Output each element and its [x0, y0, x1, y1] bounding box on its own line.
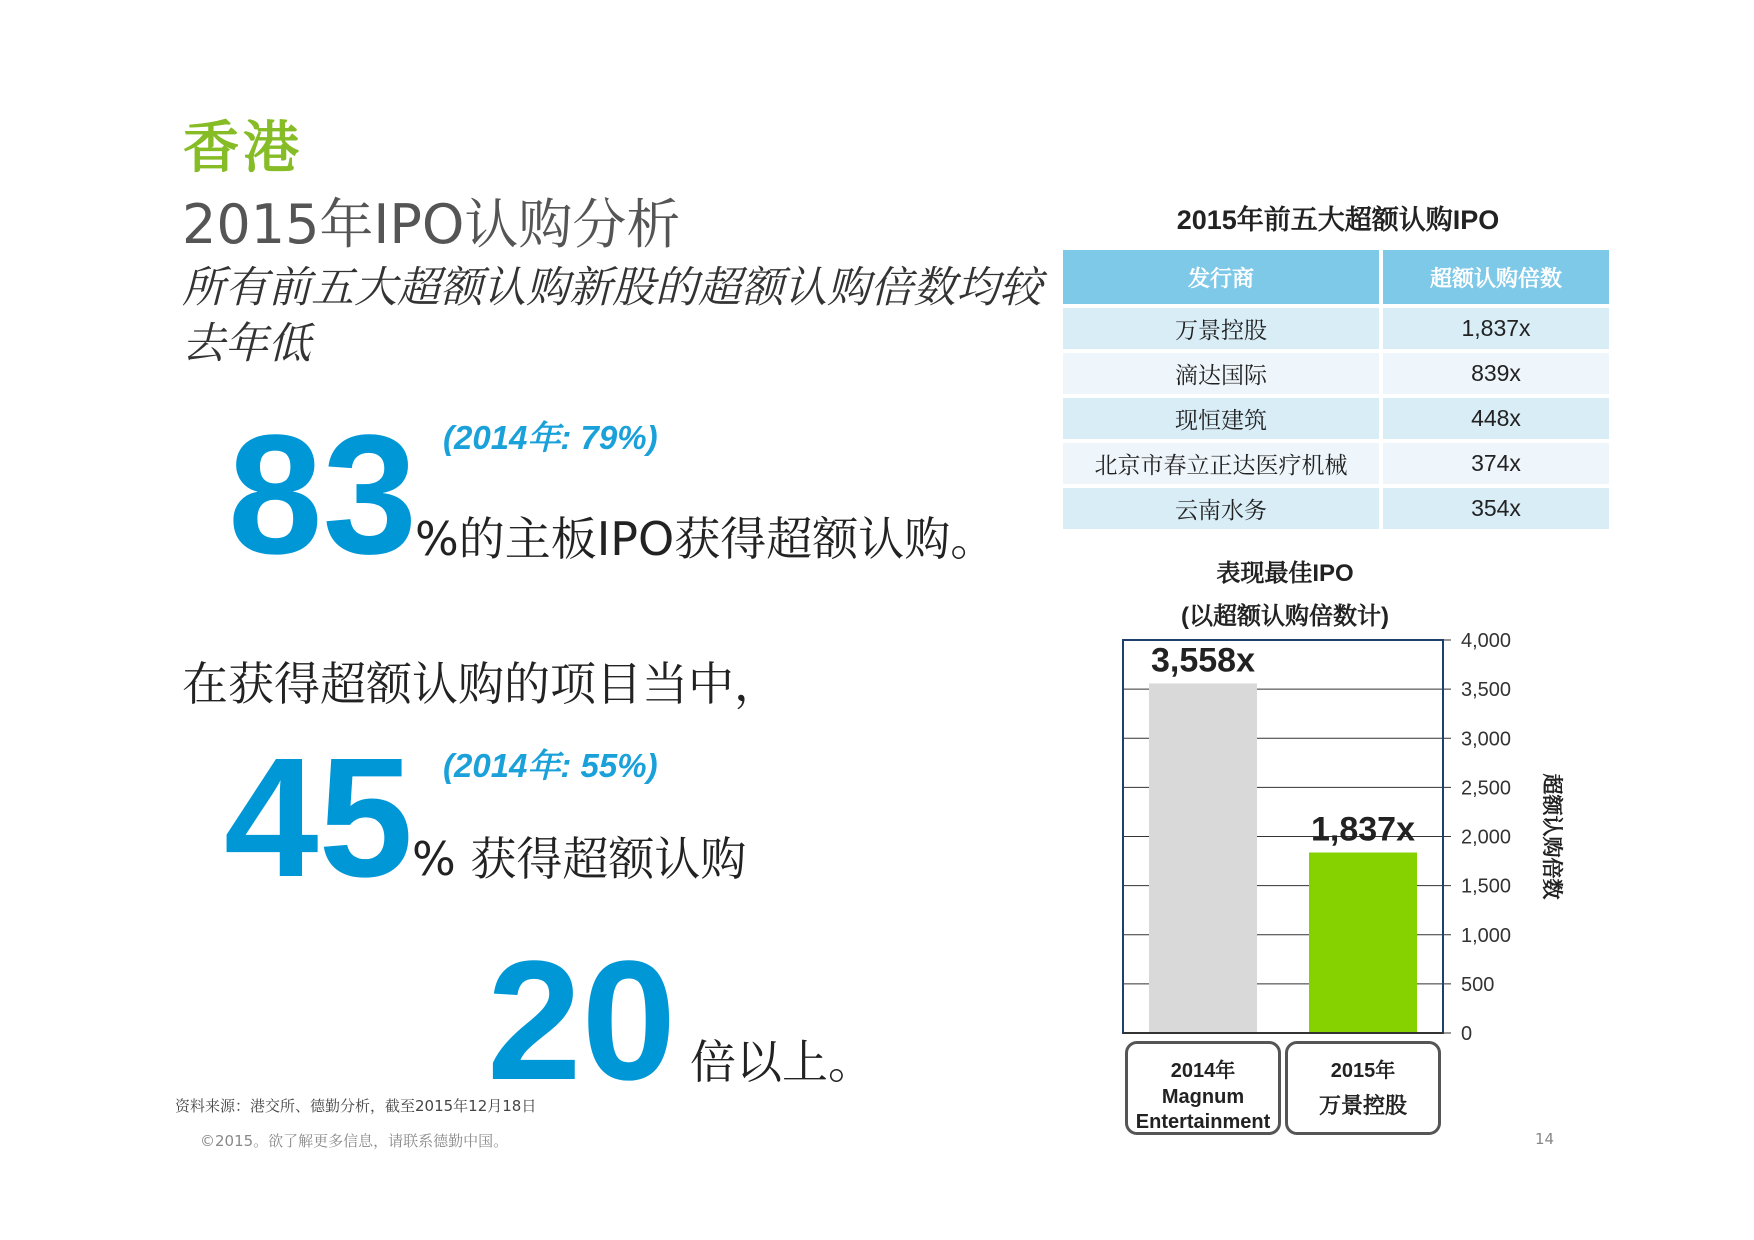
y-axis-label: 超额认购倍数 [1540, 773, 1563, 900]
table-row [1063, 439, 1609, 484]
x-category-label [1125, 1041, 1281, 1135]
multiple-cell: 354x [1383, 484, 1609, 529]
column-header-issuer: 发行商 [1063, 250, 1383, 304]
x-category-name: 万景控股 [1318, 1093, 1407, 1118]
chart-title: 表现最佳IPO [1216, 560, 1354, 587]
column-header-oversubscription: 超额认购倍数 [1383, 250, 1609, 304]
chart-subtitle: (以超额认购倍数计) [1181, 603, 1389, 630]
multiple-cell: 374x [1383, 439, 1609, 484]
multiple-cell: 1,837x [1383, 304, 1609, 349]
bar-data-label: 1,837x [1311, 810, 1415, 849]
table-header-row [1063, 250, 1609, 304]
page-subtitle: 所有前五大超额认购新股的超额认购倍数均较去年低 [182, 263, 1042, 369]
y-tick-label: 3,000 [1461, 728, 1512, 751]
x-category-year: 2014年 [1170, 1060, 1236, 1082]
bar [1309, 853, 1417, 1033]
x-category-name: Magnum Entertainment [1135, 1086, 1271, 1133]
page-title: 2015年IPO认购分析 [182, 193, 681, 256]
y-tick-label: 0 [1461, 1023, 1473, 1045]
page-number: 14 [1535, 1130, 1555, 1148]
y-tick-label: 1,500 [1461, 875, 1512, 898]
issuer-cell: 滴达国际 [1063, 349, 1383, 394]
stat-45-value: 45 [224, 723, 414, 913]
multiple-cell: 448x [1383, 394, 1609, 439]
bar-chart [1090, 630, 1563, 1140]
y-tick-label: 500 [1461, 973, 1495, 996]
stat-20-value: 20 [487, 926, 677, 1116]
stat-83-value: 83 [228, 400, 418, 590]
table-row [1063, 349, 1609, 394]
table-row [1063, 484, 1609, 529]
bar [1149, 683, 1257, 1033]
x-category-label [1285, 1041, 1441, 1135]
multiple-cell: 839x [1383, 349, 1609, 394]
stat-20-text: 倍以上。 [690, 1035, 874, 1089]
bar-data-label: 3,558x [1151, 641, 1255, 680]
source-note: 资料来源：港交所、德勤分析，截至2015年12月18日 [175, 1097, 537, 1115]
issuer-cell: 北京市春立正达医疗机械 [1063, 439, 1383, 484]
copyright-note: ©2015。欲了解更多信息，请联系德勤中国。 [200, 1132, 509, 1150]
table-title: 2015年前五大超额认购IPO [1176, 205, 1500, 235]
y-tick-label: 2,000 [1461, 826, 1512, 849]
y-tick-label: 1,000 [1461, 924, 1512, 947]
ipo-table [1063, 250, 1609, 529]
x-category-year: 2015年 [1330, 1060, 1396, 1082]
issuer-cell: 现恒建筑 [1063, 394, 1383, 439]
stat-45-text: % 获得超额认购 [412, 832, 747, 886]
stat-45-comparison: (2014年: 55%) [443, 747, 658, 784]
y-tick-label: 4,000 [1461, 630, 1512, 652]
stat-83-text: %的主板IPO获得超额认购。 [415, 512, 997, 566]
region-heading: 香港 [183, 116, 303, 181]
issuer-cell: 云南水务 [1063, 484, 1383, 529]
y-tick-label: 2,500 [1461, 777, 1512, 800]
stat-83-comparison: (2014年: 79%) [443, 419, 658, 456]
stat-45-lead: 在获得超额认购的项目当中， [182, 657, 780, 711]
table-row [1063, 394, 1609, 439]
table-row [1063, 304, 1609, 349]
chart-title-block [1115, 552, 1455, 638]
issuer-cell: 万景控股 [1063, 304, 1383, 349]
y-tick-label: 3,500 [1461, 679, 1512, 702]
